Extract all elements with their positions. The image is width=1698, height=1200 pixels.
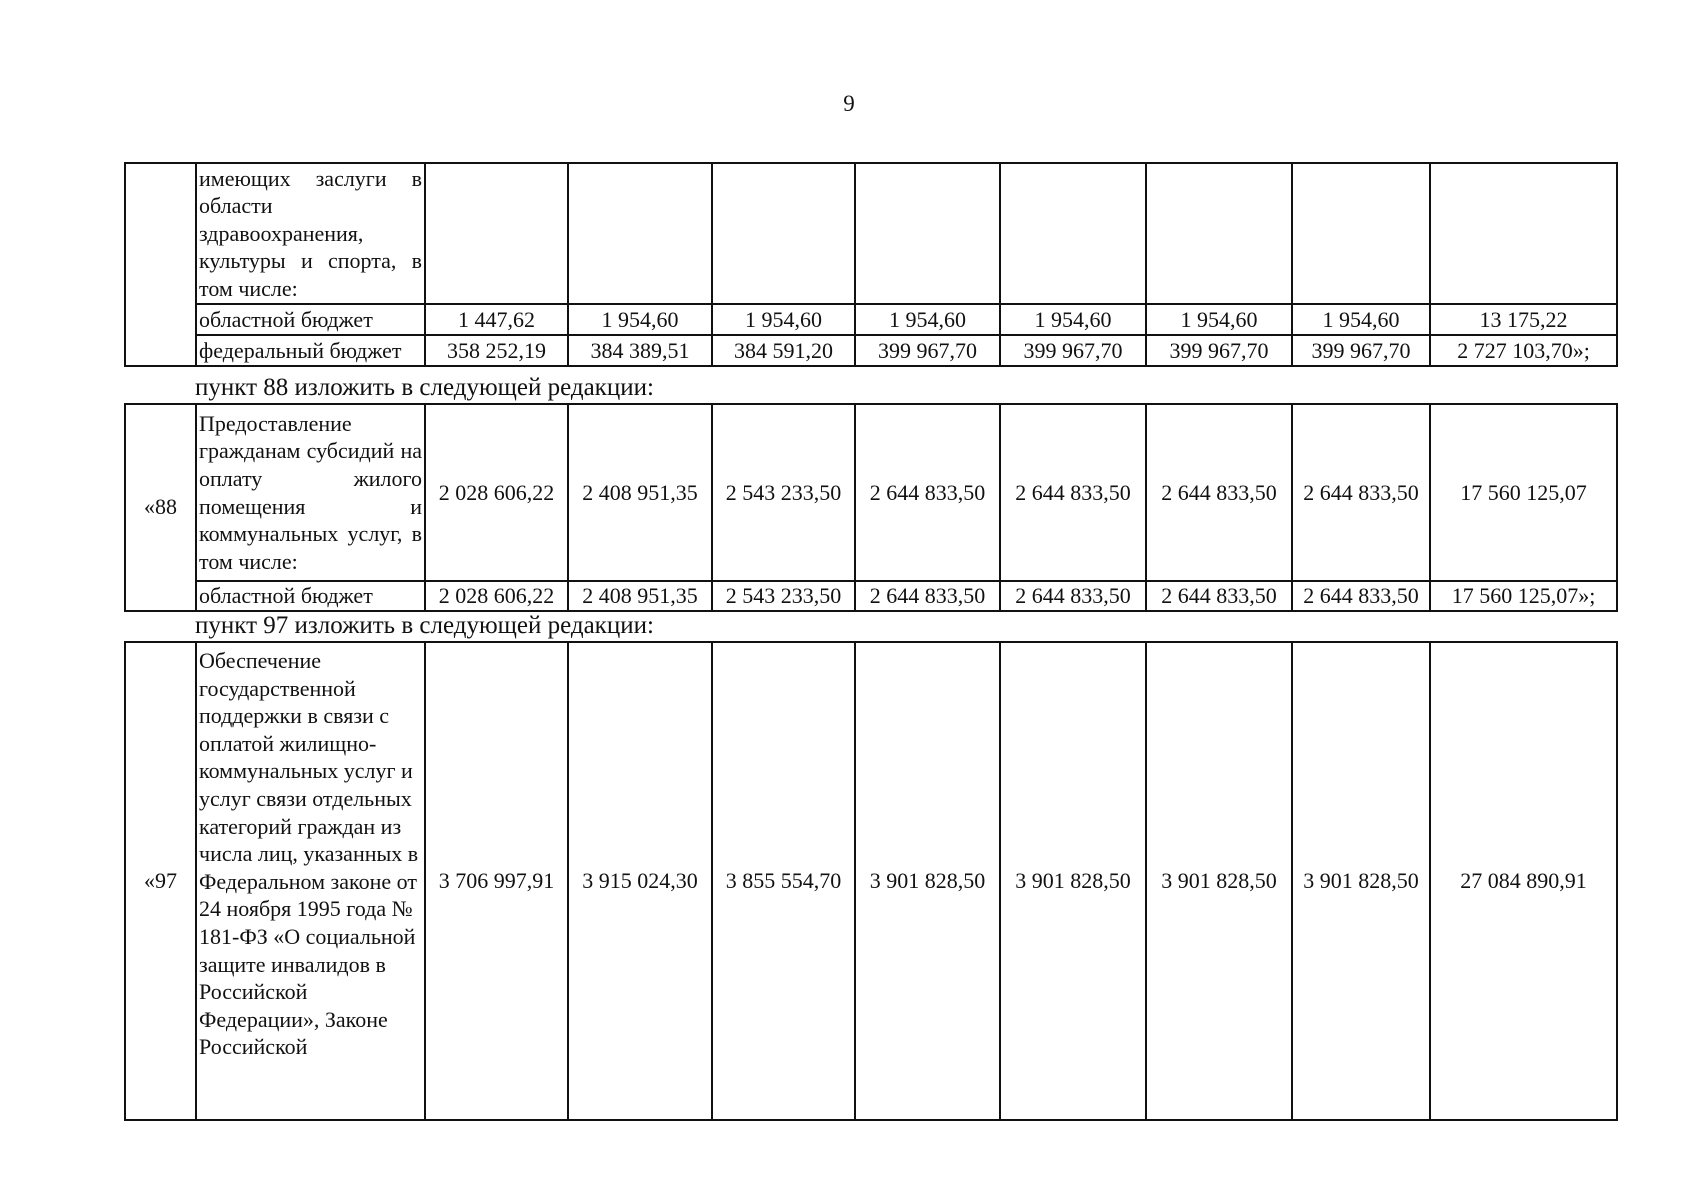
amendment-caption-88: пункт 88 изложить в следующей редакции:	[195, 374, 654, 401]
value-cell: 2 543 233,50	[712, 581, 855, 611]
amendment-caption-97: пункт 97 изложить в следующей редакции:	[195, 612, 654, 639]
row-label: Предоставление гражданам субсидий на оплату жилого помещения и коммунальных услуг, в том числе:	[196, 404, 425, 581]
value-cell: 399 967,70	[1146, 335, 1292, 366]
value-cell: 2 028 606,22	[425, 581, 568, 611]
value-cell: 2 408 951,35	[568, 581, 712, 611]
value-cell: 2 644 833,50	[1146, 404, 1292, 581]
total-cell: 2 727 103,70»;	[1430, 335, 1617, 366]
value-cell: 1 954,60	[855, 304, 1000, 335]
row-number: «88	[125, 404, 196, 611]
budget-table-continuation	[124, 162, 1618, 367]
total-cell: 17 560 125,07»;	[1430, 581, 1617, 611]
value-cell: 3 901 828,50	[855, 642, 1000, 1120]
row-label: имеющих заслуги в области здравоохранения, культуры и спорта, в том числе:	[196, 163, 425, 304]
value-cell: 3 855 554,70	[712, 642, 855, 1120]
value-cell: 2 644 833,50	[855, 404, 1000, 581]
table-row	[125, 304, 1617, 335]
row-label: областной бюджет	[196, 304, 425, 335]
row-number-cell	[125, 163, 196, 366]
value-cell: 2 644 833,50	[1292, 404, 1430, 581]
value-cell: 3 901 828,50	[1292, 642, 1430, 1120]
value-cell: 399 967,70	[1000, 335, 1146, 366]
value-cell: 1 954,60	[1000, 304, 1146, 335]
budget-table-item-97	[124, 641, 1618, 1121]
value-cell: 358 252,19	[425, 335, 568, 366]
table-row	[125, 335, 1617, 366]
value-cell: 2 543 233,50	[712, 404, 855, 581]
total-cell: 27 084 890,91	[1430, 642, 1617, 1120]
value-cell: 2 028 606,22	[425, 404, 568, 581]
value-cell: 1 447,62	[425, 304, 568, 335]
value-cell: 3 901 828,50	[1000, 642, 1146, 1120]
value-cell: 2 644 833,50	[1000, 404, 1146, 581]
value-cell: 2 644 833,50	[1000, 581, 1146, 611]
value-cell: 3 915 024,30	[568, 642, 712, 1120]
value-cell: 384 591,20	[712, 335, 855, 366]
value-cell: 1 954,60	[568, 304, 712, 335]
value-cell: 2 644 833,50	[1146, 581, 1292, 611]
row-label: областной бюджет	[196, 581, 425, 611]
value-cell: 3 901 828,50	[1146, 642, 1292, 1120]
row-number: «97	[125, 642, 196, 1120]
value-cell: 384 389,51	[568, 335, 712, 366]
value-cell: 2 408 951,35	[568, 404, 712, 581]
table-row	[125, 642, 1617, 1120]
value-cell: 1 954,60	[1292, 304, 1430, 335]
value-cell: 1 954,60	[1146, 304, 1292, 335]
value-cell: 399 967,70	[1292, 335, 1430, 366]
total-cell: 17 560 125,07	[1430, 404, 1617, 581]
row-label: федеральный бюджет	[196, 335, 425, 366]
table-row	[125, 581, 1617, 611]
value-cell: 1 954,60	[712, 304, 855, 335]
value-cell: 3 706 997,91	[425, 642, 568, 1120]
budget-table-item-88	[124, 403, 1618, 612]
page-number: 9	[843, 91, 855, 116]
total-cell: 13 175,22	[1430, 304, 1617, 335]
table-row	[125, 404, 1617, 581]
value-cell: 2 644 833,50	[1292, 581, 1430, 611]
value-cell: 399 967,70	[855, 335, 1000, 366]
value-cell: 2 644 833,50	[855, 581, 1000, 611]
table-row	[125, 163, 1617, 304]
row-label: Обеспечение государственной поддержки в связи с оплатой жилищно-коммунальных услуг и услуг связи отдельных категорий граждан из числа лиц, указанных в Федеральном законе от 24 ноября 1995 года № 181-ФЗ «О социальной защите инвалидов в Российской Федерации», Законе Российской	[196, 642, 425, 1120]
